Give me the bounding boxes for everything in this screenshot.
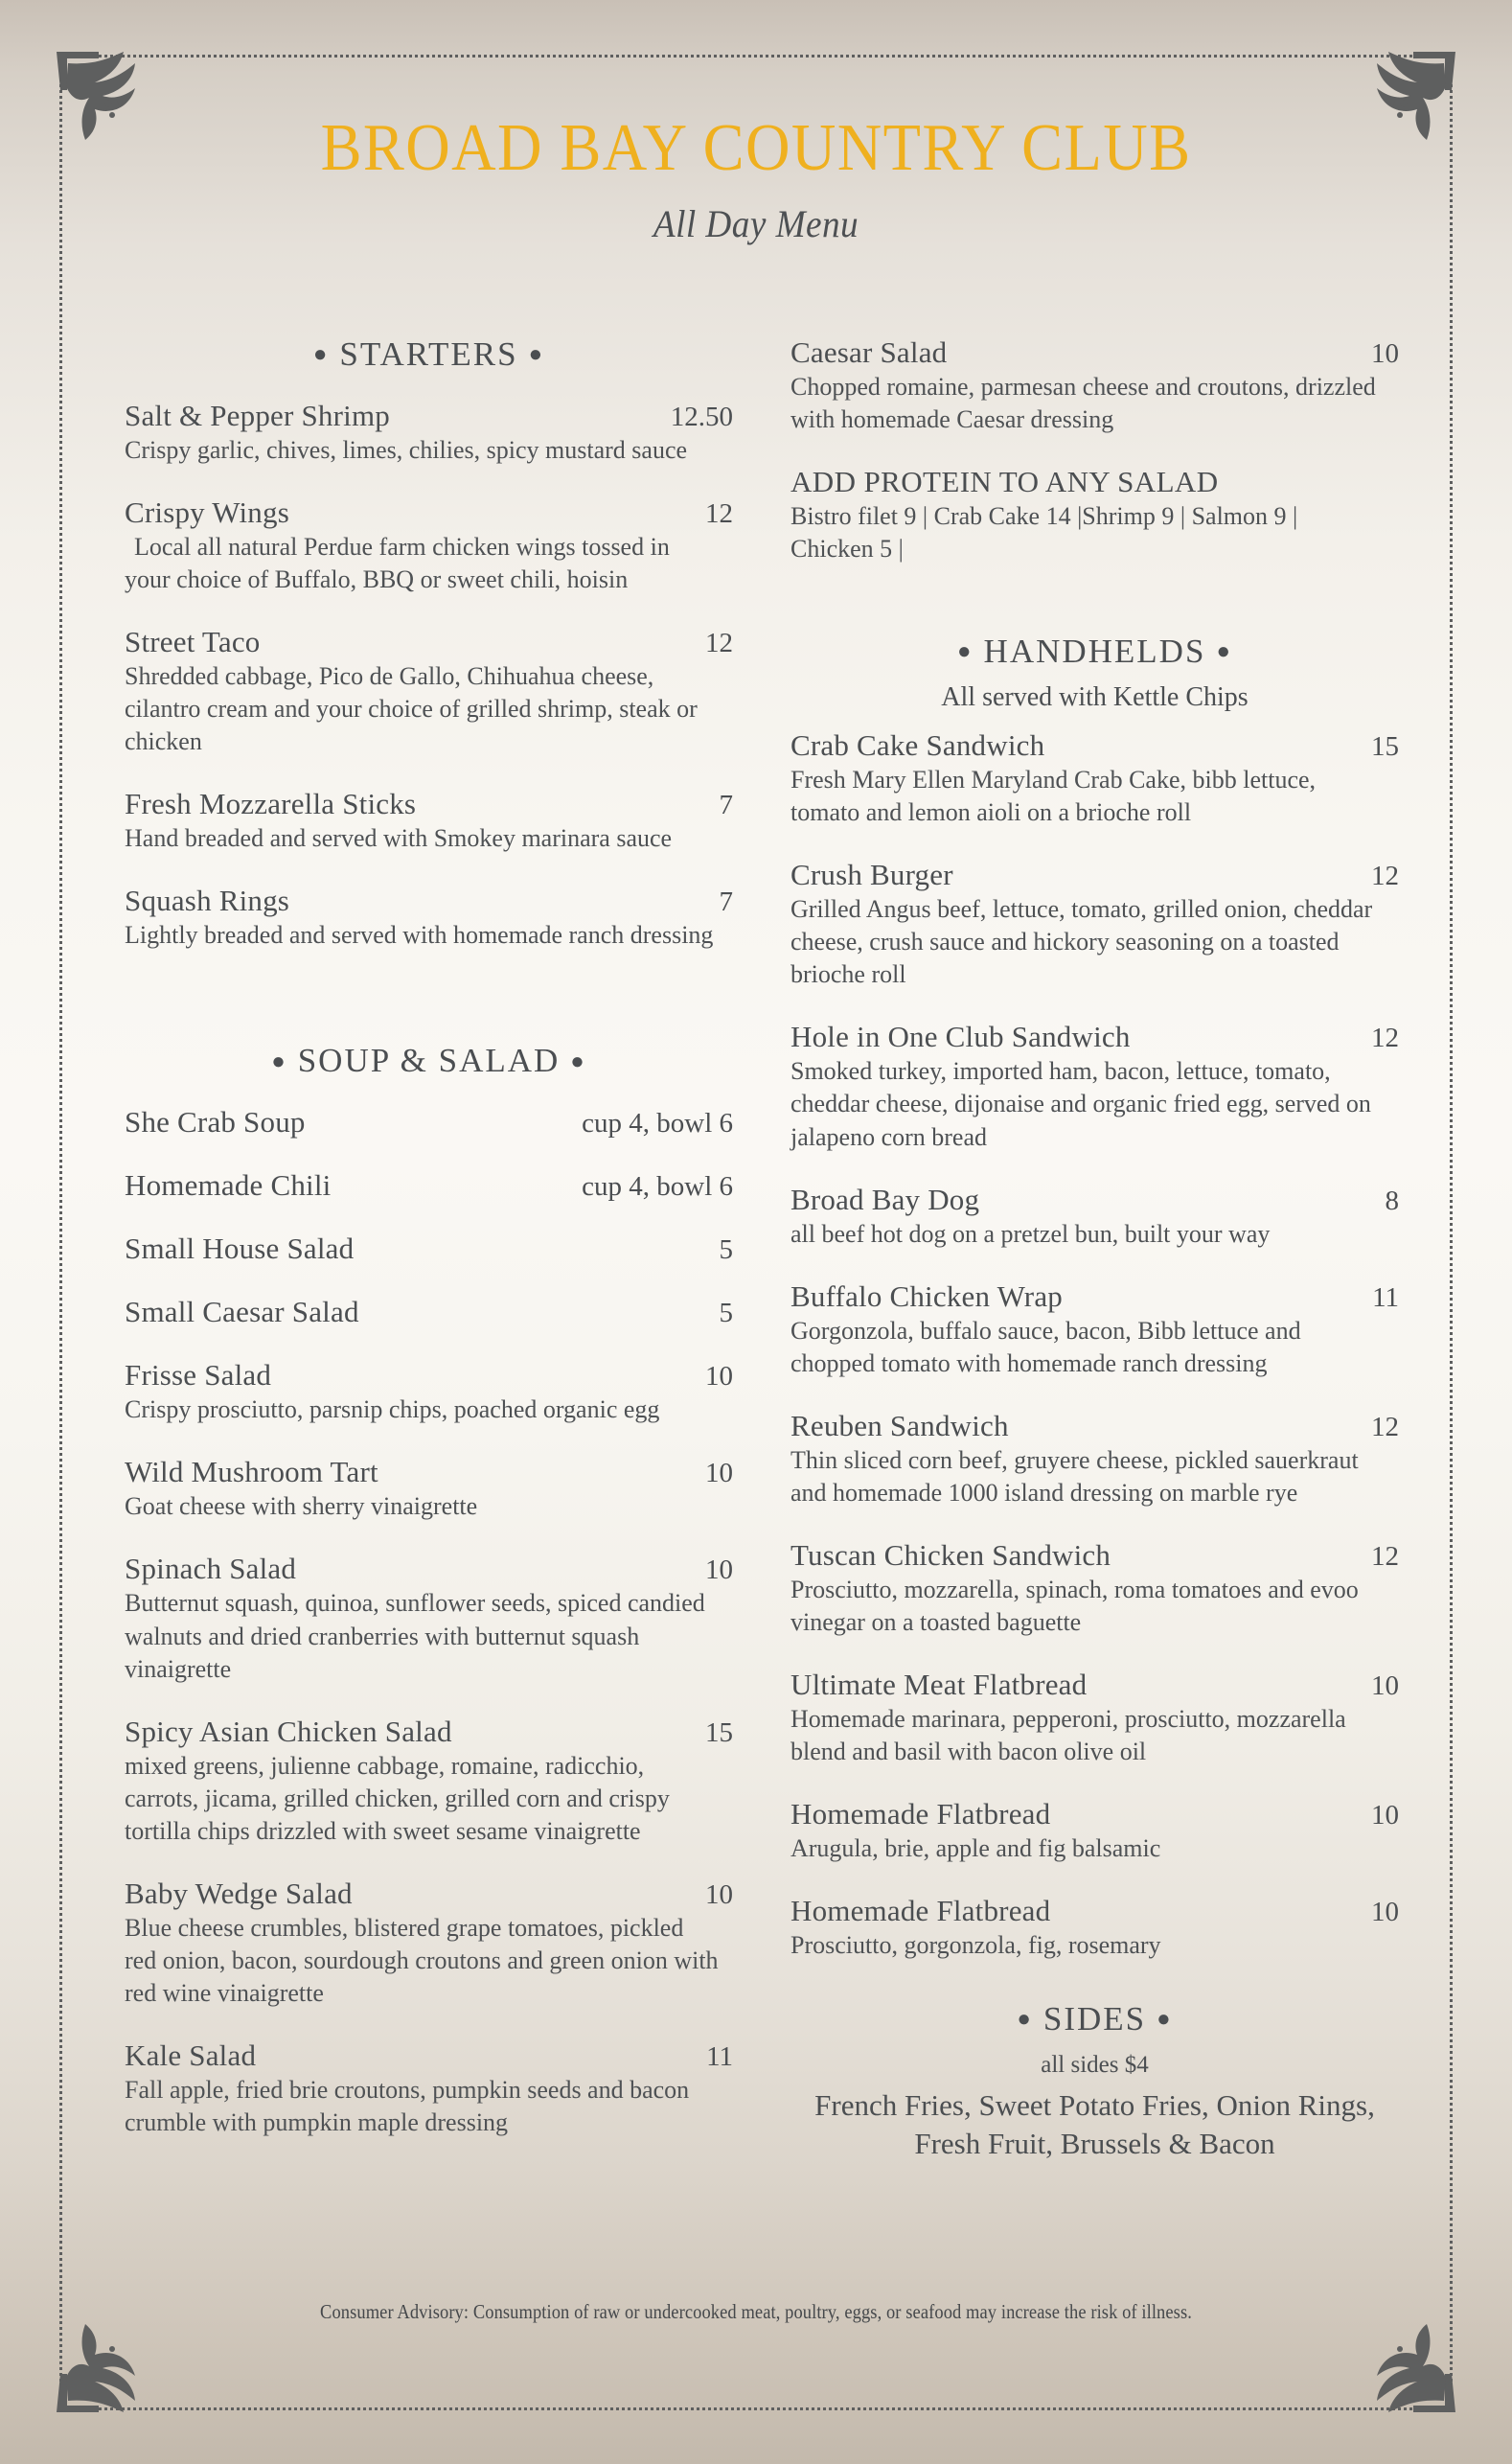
menu-item-price: 8: [1385, 1185, 1399, 1216]
menu-item-header: [790, 1538, 1399, 1573]
menu-item-description: Thin sliced corn beef, gruyere cheese, pickled sauerkraut and homemade 1000 island dressing on marble rye: [790, 1445, 1359, 1507]
menu-item: [125, 1105, 733, 1140]
menu-item-header: [125, 1358, 733, 1393]
sides-list: French Fries, Sweet Potato Fries, Onion Rings, Fresh Fruit, Brussels & Bacon: [814, 2088, 1375, 2160]
menu-item-name: Wild Mushroom Tart: [125, 1455, 378, 1489]
menu-item: [125, 1232, 733, 1266]
menu-item-price: 12: [1371, 1540, 1399, 1572]
menu-item-name: Crispy Wings: [125, 495, 289, 530]
menu-item-price: 7: [719, 887, 733, 918]
menu-item: [790, 1797, 1399, 1865]
menu-item: [125, 1715, 733, 1848]
menu-item: [125, 884, 733, 952]
bullet-dot-icon: ●: [570, 1048, 586, 1074]
menu-item-header: [125, 495, 733, 530]
menu-item-name: Hole in One Club Sandwich: [790, 1020, 1131, 1054]
bullet-dot-icon: ●: [271, 1048, 287, 1074]
menu-item-price: 12: [1371, 861, 1399, 892]
menu-item-name: Crush Burger: [790, 858, 953, 892]
menu-item-name: Squash Rings: [125, 884, 290, 918]
bullet-dot-icon: ●: [957, 639, 974, 665]
menu-item-name: Spinach Salad: [125, 1552, 297, 1586]
menu-item-header: [125, 1715, 733, 1749]
menu-item-name: Crab Cake Sandwich: [790, 728, 1045, 763]
menu-item-name: Frisse Salad: [125, 1358, 272, 1393]
restaurant-title: BROAD BAY COUNTRY CLUB: [320, 111, 1192, 185]
menu-item-name: Homemade Flatbread: [790, 1796, 1051, 1831]
menu-item-name: Homemade Chili: [125, 1168, 332, 1203]
bullet-dot-icon: ●: [312, 342, 330, 368]
menu-item-header: [125, 1232, 733, 1266]
menu-item: [125, 399, 733, 467]
menu-item-name: Broad Bay Dog: [790, 1182, 980, 1216]
section-heading-handhelds-label: HANDHELDS: [983, 633, 1206, 671]
add-protein-block: [790, 465, 1399, 565]
menu-item-price: 10: [1371, 1670, 1399, 1701]
menu-item-price: 10: [705, 1554, 733, 1586]
menu-item-description: Grilled Angus beef, lettuce, tomato, grilled onion, cheddar cheese, crush sauce and hickory seasoning on a toasted brioche roll: [790, 895, 1373, 989]
menu-item-name: Tuscan Chicken Sandwich: [790, 1537, 1111, 1572]
menu-item-description: Chopped romaine, parmesan cheese and croutons, drizzled with homemade Caesar dressing: [790, 373, 1376, 434]
menu-item: [125, 1168, 733, 1203]
menu-item-header: [790, 1020, 1399, 1054]
menu-item: [125, 1877, 733, 2010]
menu-item: [790, 1538, 1399, 1639]
menu-item-description: Goat cheese with sherry vinaigrette: [125, 1492, 478, 1521]
add-protein-options: Bistro filet 9 | Crab Cake 14 |Shrimp 9 | Salmon 9 | Chicken 5 |: [790, 502, 1298, 564]
menu-item: [790, 1183, 1399, 1251]
menu-item-price: 5: [719, 1298, 733, 1329]
menu-item-name: Caesar Salad: [790, 335, 948, 369]
menu-item-header: [790, 1797, 1399, 1831]
menu-item-header: [125, 884, 733, 918]
menu-item-header: [125, 625, 733, 659]
menu-item: [125, 1455, 733, 1523]
menu-item-price: cup 4, bowl 6: [582, 1171, 733, 1203]
section-spacer: [790, 594, 1399, 633]
menu-item-description: Arugula, brie, apple and fig balsamic: [790, 1833, 1161, 1862]
consumer-advisory: Consumer Advisory: Consumption of raw or undercooked meat, poultry, eggs, or seafood may increase the risk of illness.: [320, 2300, 1192, 2323]
menu-item-description: Fall apple, fried brie croutons, pumpkin seeds and bacon crumble with pumpkin maple dressing: [125, 2075, 690, 2136]
menu-item: [125, 1358, 733, 1426]
corner-flourish-bottom-right: [1356, 2313, 1459, 2416]
menu-item-header: [790, 1183, 1399, 1217]
menu-item: [790, 1668, 1399, 1768]
menu-item-header: [790, 1668, 1399, 1702]
menu-item-description: Fresh Mary Ellen Maryland Crab Cake, bibb lettuce, tomato and lemon aioli on a brioche roll: [790, 766, 1317, 827]
menu-item: [125, 1552, 733, 1685]
menu-item-description: Prosciutto, gorgonzola, fig, rosemary: [790, 1931, 1161, 1960]
menu-subtitle: All Day Menu: [653, 202, 859, 245]
menu-item-description: Butternut squash, quinoa, sunflower seeds, spiced candied walnuts and dried cranberries with butternut squash vinaigrette: [125, 1589, 705, 1683]
menu-item-description: Crispy garlic, chives, limes, chilies, spicy mustard sauce: [125, 436, 688, 464]
sides-section: [790, 2000, 1399, 2162]
menu-item-description: Hand breaded and served with Smokey marinara sauce: [125, 824, 673, 853]
menu-item-price: 10: [705, 1458, 733, 1489]
menu-item-name: Ultimate Meat Flatbread: [790, 1667, 1088, 1701]
menu-item: [125, 625, 733, 758]
menu-item-header: [125, 1105, 733, 1140]
menu-item-name: Kale Salad: [125, 2038, 257, 2072]
menu-item-description: Local all natural Perdue farm chicken wings tossed in your choice of Buffalo, BBQ or sweet chili, hoisin: [125, 533, 670, 594]
menu-item-description: Smoked turkey, imported ham, bacon, lettuce, tomato, cheddar cheese, dijonaise and organic fried egg, served on jalapeno corn bread: [790, 1057, 1371, 1151]
menu-item: [125, 495, 733, 596]
menu-item-price: 7: [719, 790, 733, 821]
menu-item-description: all beef hot dog on a pretzel bun, built your way: [790, 1219, 1271, 1248]
menu-item-header: [125, 787, 733, 821]
menu-item-name: Small Caesar Salad: [125, 1295, 359, 1329]
menu-item: [790, 1409, 1399, 1509]
menu-item-price: 10: [1371, 338, 1399, 369]
menu-item: [790, 1020, 1399, 1153]
menu-item-name: Small House Salad: [125, 1232, 355, 1266]
menu-item: [790, 335, 1399, 436]
menu-item-header: [125, 1455, 733, 1489]
menu-item-description: Crispy prosciutto, parsnip chips, poached organic egg: [125, 1395, 660, 1424]
sides-price-note: all sides $4: [1041, 2052, 1149, 2079]
bullet-dot-icon: ●: [528, 342, 545, 368]
menu-item: [790, 728, 1399, 829]
add-protein-heading: ADD PROTEIN TO ANY SALAD: [790, 465, 1219, 499]
menu-item-description: Gorgonzola, buffalo sauce, bacon, Bibb lettuce and chopped tomato with homemade ranch dressing: [790, 1316, 1301, 1377]
menu-item-description: Lightly breaded and served with homemade ranch dressing: [125, 921, 714, 950]
menu-item-name: Homemade Flatbread: [790, 1894, 1051, 1928]
menu-item-header: [125, 1168, 733, 1203]
menu-item-price: 5: [719, 1234, 733, 1266]
bullet-dot-icon: ●: [1157, 2007, 1173, 2033]
menu-item-price: 10: [1371, 1799, 1399, 1831]
menu-item-header: [125, 1295, 733, 1329]
menu-item-name: Salt & Pepper Shrimp: [125, 399, 390, 432]
menu-item-price: 12: [705, 628, 733, 659]
menu-item-header: [790, 728, 1399, 763]
menu-column-right: [790, 335, 1399, 2168]
section-heading-soup-salad-label: SOUP & SALAD: [297, 1042, 561, 1080]
menu-item: [125, 1295, 733, 1329]
menu-item-description: mixed greens, julienne cabbage, romaine, radicchio, carrots, jicama, grilled chicken, grilled corn and crispy tortilla chips drizzled with sweet sesame vinaigrette: [125, 1751, 670, 1845]
corner-flourish-bottom-left: [53, 2313, 156, 2416]
menu-item-name: Buffalo Chicken Wrap: [790, 1278, 1063, 1313]
menu-item-price: 10: [705, 1878, 733, 1910]
menu-item-price: 12: [705, 498, 733, 530]
menu-item-price: 10: [1371, 1897, 1399, 1928]
handhelds-subtitle: All served with Kettle Chips: [941, 682, 1249, 713]
menu-item-header: [125, 399, 733, 433]
menu-item-price: 12.50: [670, 402, 733, 432]
section-heading-starters: [125, 335, 733, 374]
menu-item-description: Prosciutto, mozzarella, spinach, roma tomatoes and evoo vinegar on a toasted baguette: [790, 1575, 1359, 1636]
menu-item-name: Fresh Mozzarella Sticks: [125, 787, 417, 821]
bullet-dot-icon: ●: [1017, 2007, 1033, 2033]
menu-item: [125, 2038, 733, 2139]
section-heading-soup-salad: [125, 1042, 733, 1080]
section-heading-sides: [790, 2000, 1399, 2038]
menu-item: [790, 1894, 1399, 1962]
menu-item-header: [790, 1279, 1399, 1314]
menu-item-header: [790, 1894, 1399, 1928]
menu-item-name: Reuben Sandwich: [790, 1408, 1009, 1442]
menu-item-price: 12: [1371, 1411, 1399, 1442]
menu-item-header: [125, 1552, 733, 1586]
menu-item-name: Baby Wedge Salad: [125, 1876, 353, 1910]
menu-item-header: [790, 1409, 1399, 1443]
menu-item-price: 10: [705, 1361, 733, 1393]
menu-column-left: [125, 335, 733, 2168]
bullet-dot-icon: ●: [1216, 639, 1232, 665]
menu-item-name: Spicy Asian Chicken Salad: [125, 1714, 452, 1748]
section-heading-starters-label: STARTERS: [339, 335, 518, 373]
menu-item-header: [125, 1877, 733, 1911]
section-heading-handhelds: [790, 633, 1399, 671]
menu-item-name: Street Taco: [125, 625, 261, 659]
menu-item-price: 15: [705, 1716, 733, 1748]
menu-item: [125, 787, 733, 855]
menu-item-description: Blue cheese crumbles, blistered grape tomatoes, pickled red onion, bacon, sourdough croutons and green onion with red wine vinaigrette: [125, 1913, 719, 2007]
menu-item-header: [125, 2038, 733, 2073]
menu-header: [0, 111, 1512, 246]
menu-item-description: Shredded cabbage, Pico de Gallo, Chihuahua cheese, cilantro cream and your choice of grilled shrimp, steak or chicken: [125, 662, 698, 756]
menu-item-header: [790, 858, 1399, 892]
menu-item-price: 11: [706, 2040, 733, 2072]
menu-item-price: 12: [1371, 1023, 1399, 1054]
section-heading-sides-label: SIDES: [1042, 2000, 1147, 2038]
section-spacer: [125, 980, 733, 1042]
menu-item-price: 11: [1372, 1281, 1399, 1313]
menu-item-description: Homemade marinara, pepperoni, prosciutto, mozzarella blend and basil with bacon olive oil: [790, 1704, 1346, 1765]
menu-item: [790, 858, 1399, 991]
menu-columns: [125, 335, 1399, 2168]
menu-item-price: 15: [1371, 731, 1399, 763]
menu-item-header: [790, 335, 1399, 370]
menu-item-name: She Crab Soup: [125, 1105, 306, 1140]
menu-item: [790, 1279, 1399, 1380]
menu-item-price: cup 4, bowl 6: [582, 1108, 733, 1140]
